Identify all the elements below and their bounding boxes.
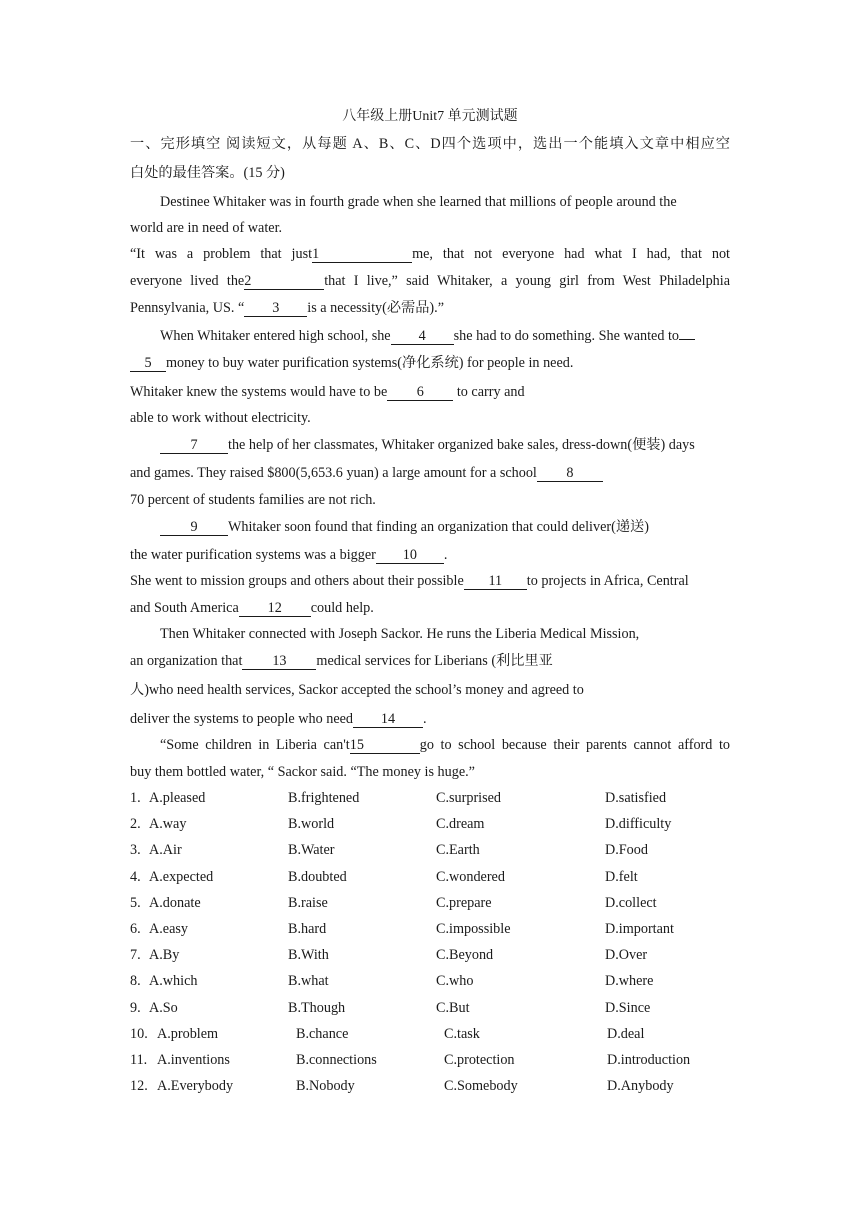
passage-line: 70 percent of students families are not rich.	[130, 492, 376, 508]
option-a[interactable]: A.Everybody	[157, 1078, 234, 1094]
option-a[interactable]: A.problem	[157, 1026, 219, 1042]
passage-line: an organization that 13 medical services for Liberians (利比里亚	[130, 653, 553, 669]
option-d[interactable]: D.Since	[605, 1000, 651, 1016]
blank-13[interactable]: 13	[242, 654, 316, 670]
option-a[interactable]: A.inventions	[157, 1052, 230, 1068]
blank-11[interactable]: 11	[464, 574, 527, 590]
option-a[interactable]: A.By	[149, 947, 180, 963]
passage-line: Whitaker knew the systems would have to be 6 to carry and	[130, 384, 525, 400]
option-d[interactable]: D.Over	[605, 947, 648, 963]
passage-line: 5 money to buy water purification systems(净化系统) for people in need.	[130, 354, 573, 372]
blank-5[interactable]: 5	[130, 356, 166, 372]
passage-line: She went to mission groups and others about their possible 11 to projects in Africa, Central	[130, 573, 689, 589]
passage-line: the water purification systems was a bigger 10 .	[130, 547, 448, 563]
question-number: 12.	[130, 1078, 148, 1094]
option-a[interactable]: A.way	[149, 816, 187, 832]
option-c[interactable]: C.Earth	[436, 842, 480, 858]
option-c[interactable]: C.dream	[436, 816, 485, 832]
blank-3[interactable]: 3	[244, 301, 307, 317]
blank-1[interactable]: 1	[312, 247, 412, 263]
option-b[interactable]: B.Water	[288, 842, 335, 858]
passage-line: Pennsylvania, US. “ 3 is a necessity(必需品).”	[130, 300, 444, 316]
question-number: 7.	[130, 947, 141, 963]
option-a[interactable]: A.pleased	[149, 790, 206, 806]
blank-15[interactable]: 15	[350, 738, 420, 754]
option-a[interactable]: A.donate	[149, 895, 201, 911]
option-c[interactable]: C.wondered	[436, 869, 505, 885]
section-heading-line2: 白处的最佳答案。(15 分)	[130, 165, 285, 181]
passage-line: Destinee Whitaker was in fourth grade when she learned that millions of people around the	[160, 194, 677, 210]
blank-4[interactable]: 4	[391, 329, 454, 345]
option-d[interactable]: D.introduction	[607, 1052, 691, 1068]
section-heading-line1: 一、完形填空 阅读短文，从每题 A、B、C、D四个选项中，选出一个能填入文章中相应空	[130, 136, 730, 152]
option-b[interactable]: B.With	[288, 947, 329, 963]
passage-line: “Some children in Liberia can't15 go to school because their parents cannot afford to	[160, 737, 731, 753]
question-number: 2.	[130, 816, 141, 832]
question-number: 5.	[130, 895, 141, 911]
option-d[interactable]: D.important	[605, 921, 674, 937]
blank-7[interactable]: 7	[160, 438, 228, 454]
option-a[interactable]: A.easy	[149, 921, 189, 937]
question-number: 10.	[130, 1026, 148, 1042]
option-d[interactable]: D.Food	[605, 842, 648, 858]
option-c[interactable]: C.protection	[444, 1052, 515, 1068]
blank-6[interactable]: 6	[387, 385, 453, 401]
passage-line: world are in need of water.	[130, 220, 283, 236]
option-d[interactable]: D.difficulty	[605, 816, 672, 832]
blank-10[interactable]: 10	[376, 548, 444, 564]
question-number: 4.	[130, 869, 141, 885]
passage-line: buy them bottled water, “ Sackor said. “The money is huge.”	[130, 764, 475, 780]
option-c[interactable]: C.who	[436, 973, 474, 989]
option-a[interactable]: A.which	[149, 973, 198, 989]
passage-line: “It was a problem that just1 me, that not everyone had what I had, that not	[130, 246, 730, 262]
question-number: 11.	[130, 1052, 148, 1068]
option-c[interactable]: C.surprised	[436, 790, 502, 806]
option-b[interactable]: B.frightened	[288, 790, 360, 806]
question-number: 9.	[130, 1000, 141, 1016]
question-number: 6.	[130, 921, 141, 937]
passage-line: Then Whitaker connected with Joseph Sackor. He runs the Liberia Medical Mission,	[160, 626, 640, 642]
option-b[interactable]: B.raise	[288, 895, 328, 911]
blank-9[interactable]: 9	[160, 520, 228, 536]
passage-line: 7 the help of her classmates, Whitaker organized bake sales, dress-down(便装) days	[160, 436, 695, 454]
option-b[interactable]: B.Though	[288, 1000, 346, 1016]
option-c[interactable]: C.task	[444, 1026, 480, 1042]
option-c[interactable]: C.Beyond	[436, 947, 494, 963]
blank-2[interactable]: 2	[244, 274, 324, 290]
option-a[interactable]: A.So	[149, 1000, 178, 1016]
blank-12[interactable]: 12	[239, 601, 311, 617]
option-c[interactable]: C.impossible	[436, 921, 511, 937]
passage-line: everyone lived the2 that I live,” said Whitaker, a young girl from West Philadelphia	[130, 273, 730, 289]
option-b[interactable]: B.world	[288, 816, 335, 832]
passage-line: able to work without electricity.	[130, 410, 311, 426]
option-b[interactable]: B.what	[288, 973, 329, 989]
option-d[interactable]: D.deal	[607, 1026, 645, 1042]
passage-line: and games. They raised $800(5,653.6 yuan) a large amount for a school 8	[130, 464, 603, 482]
passage-line: and South America 12 could help.	[130, 600, 374, 616]
option-b[interactable]: B.doubted	[288, 869, 347, 885]
passage-line: 人)who need health services, Sackor accepted the school’s money and agreed to	[130, 682, 584, 698]
passage-line: 9 Whitaker soon found that finding an organization that could deliver(递送)	[160, 518, 649, 536]
option-d[interactable]: D.satisfied	[605, 790, 667, 806]
option-c[interactable]: C.prepare	[436, 895, 492, 911]
passage-line: When Whitaker entered high school, she 4 she had to do something. She wanted to	[160, 327, 695, 345]
option-a[interactable]: A.expected	[149, 869, 214, 885]
page-title: 八年级上册Unit7 单元测试题	[342, 109, 518, 124]
blank-14[interactable]: 14	[353, 712, 423, 728]
question-number: 1.	[130, 790, 141, 806]
option-d[interactable]: D.felt	[605, 869, 638, 885]
option-b[interactable]: B.connections	[296, 1052, 377, 1068]
option-a[interactable]: A.Air	[149, 842, 182, 858]
option-b[interactable]: B.chance	[296, 1026, 349, 1042]
question-number: 3.	[130, 842, 141, 858]
passage-line: deliver the systems to people who need 14 .	[130, 711, 427, 727]
option-c[interactable]: C.Somebody	[444, 1078, 518, 1094]
blank-8[interactable]: 8	[537, 466, 603, 482]
option-b[interactable]: B.Nobody	[296, 1078, 355, 1094]
question-number: 8.	[130, 973, 141, 989]
option-d[interactable]: D.collect	[605, 895, 657, 911]
option-d[interactable]: D.where	[605, 973, 654, 989]
option-c[interactable]: C.But	[436, 1000, 470, 1016]
option-b[interactable]: B.hard	[288, 921, 327, 937]
option-d[interactable]: D.Anybody	[607, 1078, 674, 1094]
